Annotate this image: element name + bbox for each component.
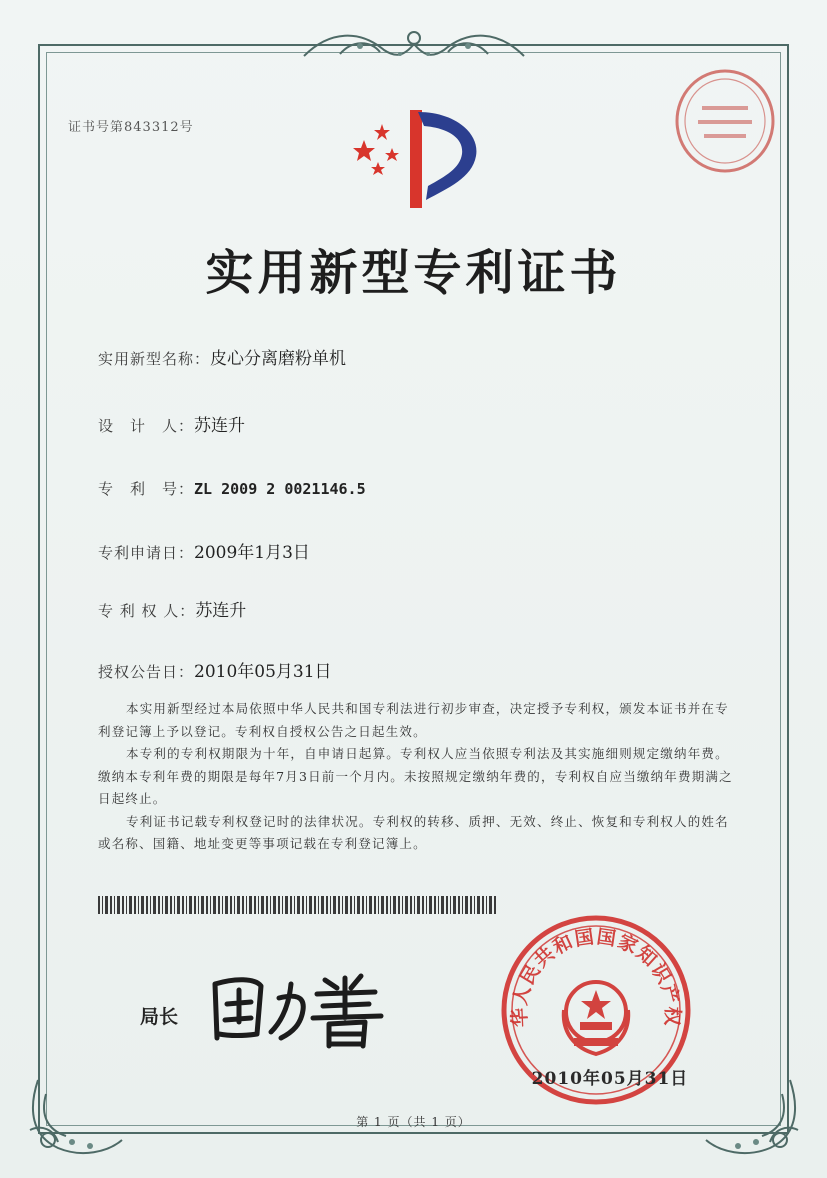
field-designer — [98, 411, 245, 436]
field-value: ZL 2009 2 0021146.5 — [194, 480, 366, 498]
field-label: 专 利 号： — [98, 480, 195, 498]
field-value: 苏连升 — [194, 416, 246, 436]
field-utility-model-name — [98, 344, 346, 369]
field-value: 皮心分离磨粉单机 — [210, 349, 347, 369]
field-label: 专 利 权 人： — [98, 602, 196, 620]
certificate-number: 证书号第843312号 — [68, 120, 194, 135]
seal-date: 2010年05月31日 — [531, 1069, 689, 1089]
field-label: 专利申请日： — [98, 544, 195, 562]
page-number: 第 1 页（共 1 页） — [356, 1115, 471, 1129]
field-value: 2010年05月31日 — [194, 662, 332, 682]
certificate-body — [98, 698, 738, 856]
field-patent-number — [98, 478, 366, 499]
seal-text: 华人民共和国国家知识产权 — [508, 925, 684, 1028]
field-value: 苏连升 — [195, 601, 247, 621]
barcode — [98, 896, 498, 914]
field-label: 设 计 人： — [98, 417, 195, 435]
field-value: 2009年1月3日 — [194, 543, 310, 563]
body-paragraph: 本专利的专利权期限为十年，自申请日起算。专利权人应当依照专利法及其实施细则规定缴纳年费。缴纳本专利年费的期限是每年7月3日前一个月内。未按照规定缴纳年费的，专利权自应当缴纳年费期满之日起终止。 — [98, 746, 733, 806]
field-patentee — [98, 596, 246, 621]
field-announcement-date — [98, 657, 332, 682]
body-paragraph: 本实用新型经过本局依照中华人民共和国专利法进行初步审查，决定授予专利权，颁发本证书并在专利登记簿上予以登记。专利权自授权公告之日起生效。 — [98, 701, 729, 739]
director-label: 局长 — [140, 1006, 179, 1028]
small-seal-stamp — [672, 66, 778, 176]
field-label: 实用新型名称： — [98, 350, 211, 368]
patent-office-logo — [348, 104, 486, 214]
body-paragraph: 专利证书记载专利权登记时的法律状况。专利权的转移、质押、无效、终止、恢复和专利权人的姓名或名称、国籍、地址变更等事项记载在专利登记簿上。 — [98, 813, 729, 851]
top-ornament — [300, 26, 528, 66]
field-label: 授权公告日： — [98, 663, 195, 681]
director-signature — [205, 958, 395, 1050]
field-application-date — [98, 538, 310, 563]
certificate-title: 实用新型专利证书 — [205, 245, 622, 301]
